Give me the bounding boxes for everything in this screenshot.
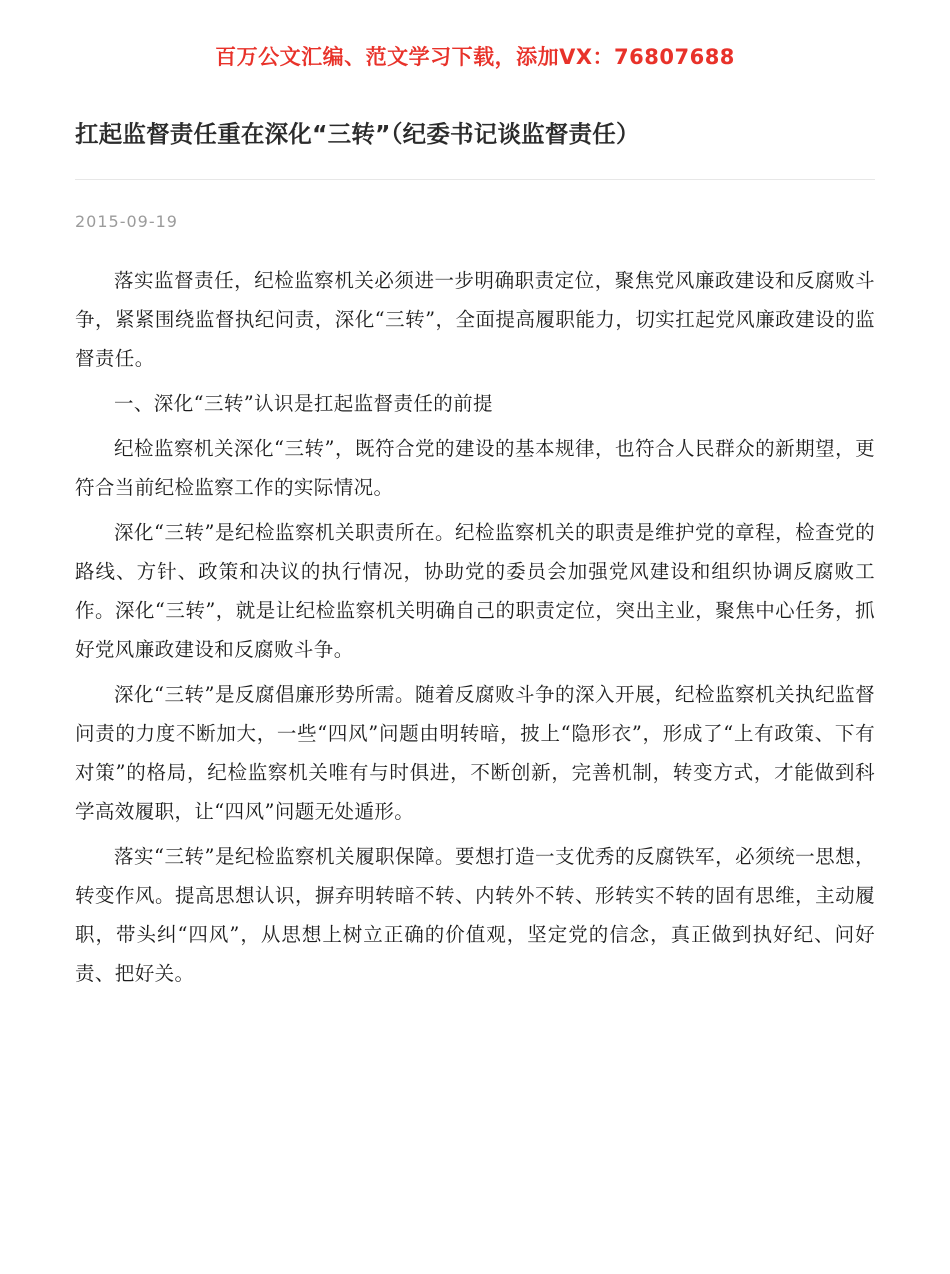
document-container (75, 71, 875, 992)
section-heading: 一、深化“三转”认识是扛起监督责任的前提 (114, 391, 493, 415)
promo-banner-text: 百万公文汇编、范文学习下载，添加VX：76807688 (215, 45, 735, 69)
paragraph: 深化“三转”是反腐倡廉形势所需。随着反腐败斗争的深入开展，纪检监察机关执纪监督问责的力度不断加大，一些“四风”问题由明转暗，披上“隐形衣”，形成了“上有政策、下有对策”的格局，纪检监察机关唯有与时俱进，不断创新，完善机制，转变方式，才能做到科学高效履职，让“四风”问题无处遁形。 (75, 682, 875, 823)
paragraph: 落实“三转”是纪检监察机关履职保障。要想打造一支优秀的反腐铁军，必须统一思想，转变作风。提高思想认识，摒弃明转暗不转、内转外不转、形转实不转的固有思维，主动履职，带头纠“四风”，从思想上树立正确的价值观，坚定党的信念，真正做到执好纪、问好责、把好关。 (75, 844, 875, 985)
document-page (0, 44, 950, 1274)
document-body (75, 231, 875, 993)
paragraph: 深化“三转”是纪检监察机关职责所在。纪检监察机关的职责是维护党的章程，检查党的路线、方针、政策和决议的执行情况，协助党的委员会加强党风建设和组织协调反腐败工作。深化“三转”，就是让纪检监察机关明确自己的职责定位，突出主业，聚焦中心任务，抓好党风廉政建设和反腐败斗争。 (75, 520, 875, 661)
publish-date: 2015-09-19 (75, 211, 178, 231)
promo-banner (0, 44, 950, 71)
page-title: 扛起监督责任重在深化“三转”（纪委书记谈监督责任） (75, 117, 875, 179)
paragraph: 落实监督责任，纪检监察机关必须进一步明确职责定位，聚焦党风廉政建设和反腐败斗争，紧紧围绕监督执纪问责，深化“三转”，全面提高履职能力，切实扛起党风廉政建设的监督责任。 (75, 268, 875, 370)
paragraph: 纪检监察机关深化“三转”，既符合党的建设的基本规律，也符合人民群众的新期望，更符合当前纪检监察工作的实际情况。 (75, 436, 875, 499)
